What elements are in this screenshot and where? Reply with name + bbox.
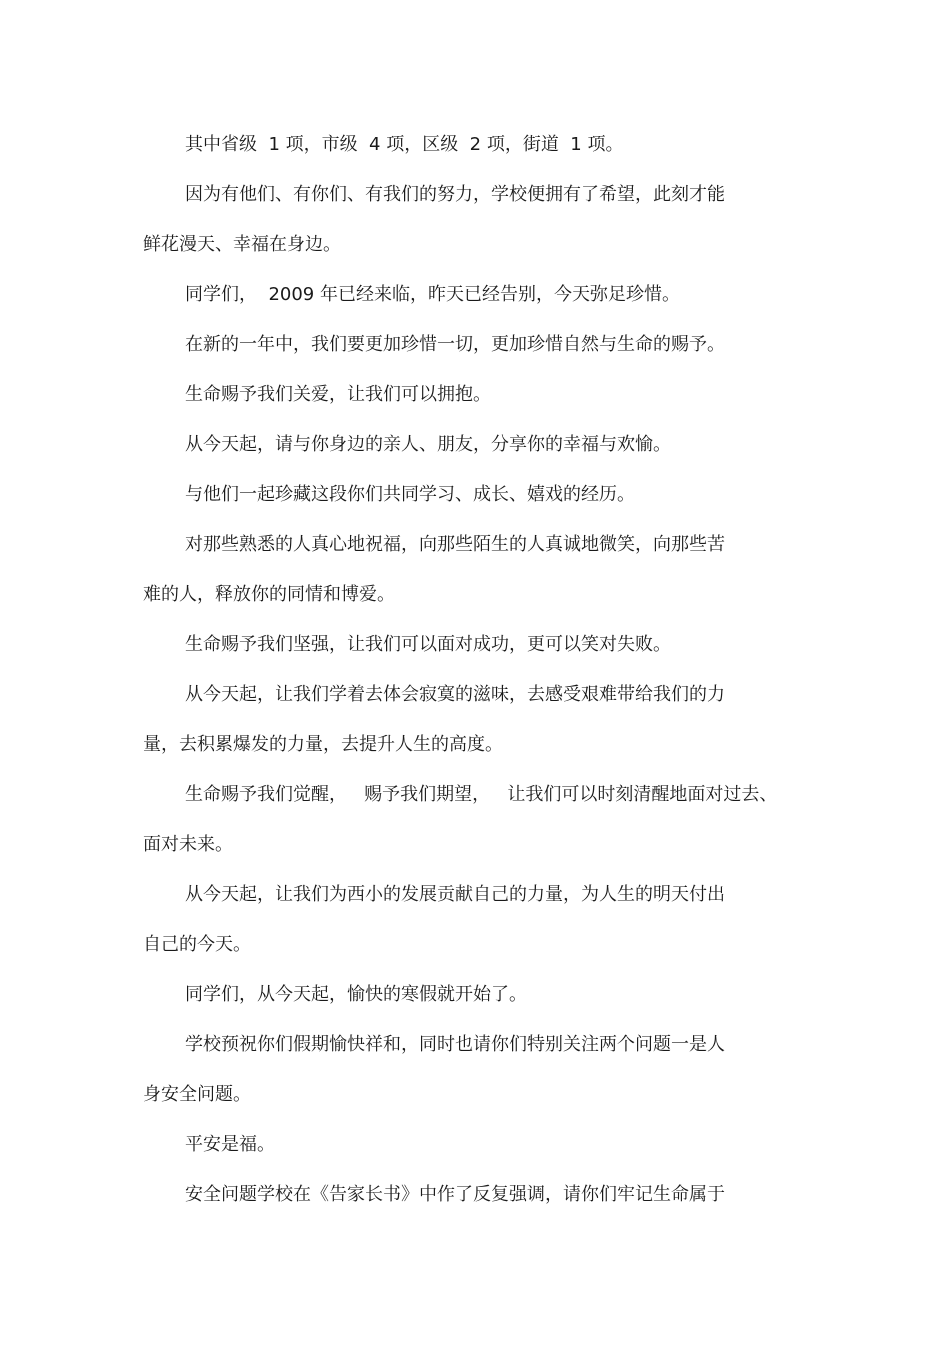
- paragraph-15: [143, 1120, 803, 1170]
- paragraph-line: 生命赐予我们觉醒， 赐予我们期望， 让我们可以时刻清醒地面对过去、: [185, 784, 778, 805]
- paragraph-line-continued: 鲜花漫天、幸福在身边。: [143, 234, 341, 255]
- paragraph-line-continued: 面对未来。: [143, 834, 233, 855]
- paragraph-line-continued: 自己的今天。: [143, 934, 251, 955]
- paragraph-line: 从今天起，请与你身边的亲人、朋友，分享你的幸福与欢愉。: [185, 434, 671, 455]
- document-body: [143, 120, 803, 1220]
- paragraph-7: [143, 470, 803, 520]
- paragraph-5: [143, 370, 803, 420]
- paragraph-line: 平安是福。: [185, 1134, 275, 1155]
- paragraph-line: 同学们，从今天起，愉快的寒假就开始了。: [185, 984, 527, 1005]
- paragraph-line: 安全问题学校在《告家长书》中作了反复强调，请你们牢记生命属于: [185, 1184, 725, 1205]
- paragraph-line: 学校预祝你们假期愉快祥和，同时也请你们特别关注两个问题一是人: [185, 1034, 725, 1055]
- paragraph-14: [143, 1020, 803, 1120]
- paragraph-4: [143, 320, 803, 370]
- paragraph-line: 与他们一起珍藏这段你们共同学习、成长、嬉戏的经历。: [185, 484, 635, 505]
- paragraph-8: [143, 520, 803, 620]
- paragraph-line: 对那些熟悉的人真心地祝福，向那些陌生的人真诚地微笑，向那些苦: [185, 534, 725, 555]
- paragraph-line: 同学们， 2009 年已经来临，昨天已经告别，今天弥足珍惜。: [185, 284, 680, 305]
- paragraph-12: [143, 870, 803, 970]
- paragraph-line: 因为有他们、有你们、有我们的努力，学校便拥有了希望，此刻才能: [185, 184, 725, 205]
- paragraph-10: [143, 670, 803, 770]
- paragraph-line-continued: 难的人，释放你的同情和博爱。: [143, 584, 395, 605]
- paragraph-11: [143, 770, 803, 870]
- paragraph-6: [143, 420, 803, 470]
- paragraph-line: 从今天起，让我们为西小的发展贡献自己的力量，为人生的明天付出: [185, 884, 725, 905]
- paragraph-13: [143, 970, 803, 1020]
- paragraph-line: 生命赐予我们关爱，让我们可以拥抱。: [185, 384, 491, 405]
- paragraph-line: 其中省级 1 项，市级 4 项，区级 2 项，街道 1 项。: [185, 134, 624, 155]
- paragraph-9: [143, 620, 803, 670]
- paragraph-line: 在新的一年中，我们要更加珍惜一切，更加珍惜自然与生命的赐予。: [185, 334, 725, 355]
- paragraph-2: [143, 170, 803, 270]
- paragraph-line-continued: 身安全问题。: [143, 1084, 251, 1105]
- paragraph-line: 从今天起，让我们学着去体会寂寞的滋味，去感受艰难带给我们的力: [185, 684, 725, 705]
- paragraph-16: [143, 1170, 803, 1220]
- paragraph-line-continued: 量，去积累爆发的力量，去提升人生的高度。: [143, 734, 503, 755]
- paragraph-line: 生命赐予我们坚强，让我们可以面对成功，更可以笑对失败。: [185, 634, 671, 655]
- paragraph-1: [143, 120, 803, 170]
- paragraph-3: [143, 270, 803, 320]
